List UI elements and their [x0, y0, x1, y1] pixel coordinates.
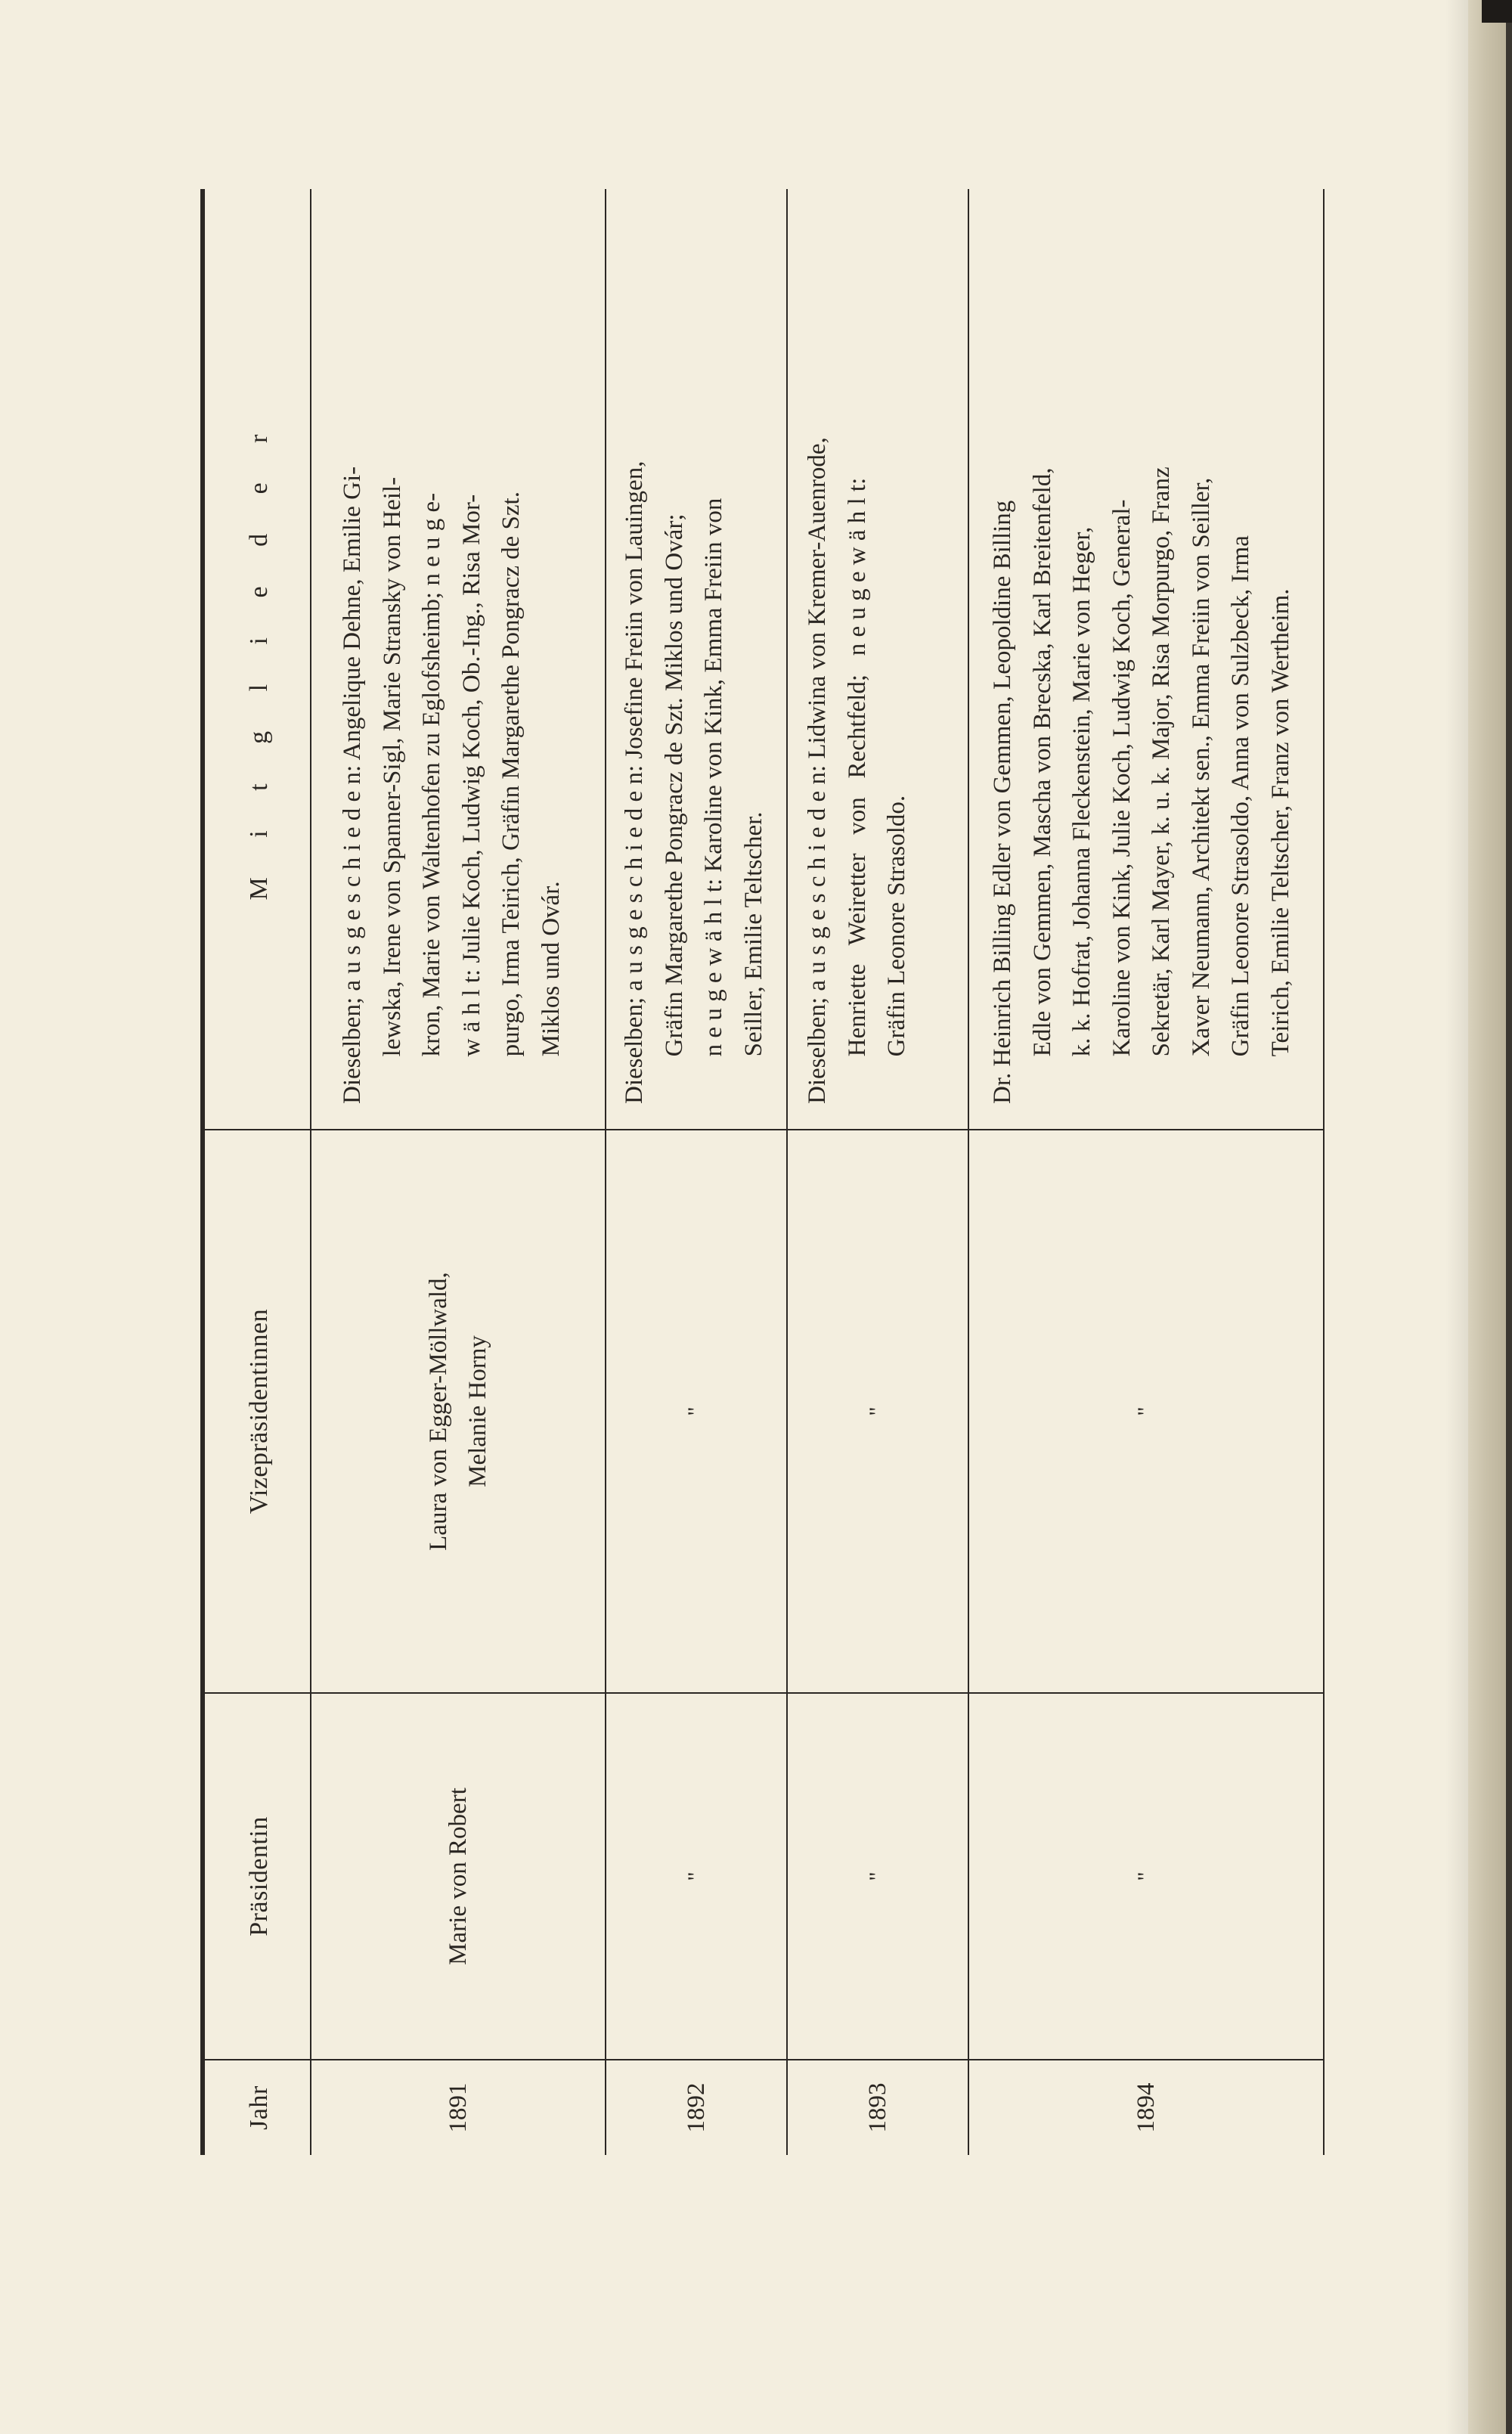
row-1891-members-line: lewska, Irene von Spanner-Sigl, Marie Stransky von Heil- [378, 476, 406, 1057]
row-1892-members [615, 212, 773, 1104]
row-1894-members-line: Edle von Gemmen, Mascha von Brecska, Karl Breitenfeld, [1028, 467, 1056, 1057]
row-1894-members-line: Xaver Neumann, Architekt sen., Emma Freiin von Seiller, [1187, 477, 1215, 1057]
header-members: M i t g l i e d e r [244, 417, 273, 901]
row-1893-vice: " [865, 1406, 890, 1416]
row-1894-president: " [1133, 1871, 1158, 1881]
row-1893-members [798, 212, 917, 1104]
row-1894-members-line: Dr. Heinrich Billing Edler von Gemmen, Leopoldine Billing [989, 500, 1016, 1104]
row-1893-members-line: Gräfin Leonore Strasoldo. [883, 795, 910, 1057]
row-1891-vice-1: Laura von Egger-Möllwald, [425, 1272, 452, 1551]
row-1891-vice [311, 1130, 605, 1692]
row-1893-president: " [865, 1871, 890, 1881]
row-1894-members-line: Sekretär, Karl Mayer, k. u. k. Major, Risa Morpurgo, Franz [1148, 467, 1175, 1057]
page-gutter-shadow [1445, 0, 1468, 2434]
row-1894-members-line: Gräfin Leonore Strasoldo, Anna von Sulzbeck, Irma [1227, 535, 1254, 1057]
row-1892-members-line: Seiller, Emilie Teltscher. [739, 811, 767, 1057]
row-1892-vice: " [683, 1406, 708, 1416]
row-1894-members-line: k. k. Hofrat, Johanna Fleckenstein, Marie von Heger, [1068, 526, 1095, 1057]
header-vice-presidents: Vizepräsidentinnen [244, 1308, 273, 1515]
row-1894-vice: " [1133, 1406, 1158, 1416]
page-edge-dark [1506, 0, 1512, 2434]
row-1891-members-line: purgo, Irma Teirich, Gräfin Margarethe Pongracz de Szt. [497, 491, 525, 1057]
row-1892-members-line: Dieselben; a u s g e s c h i e d e n: Josefine Freiin von Lauingen, [621, 460, 648, 1104]
row-1891-vice-2: Melanie Horny [464, 1335, 491, 1487]
row-1891-members-line: kron, Marie von Waltenhofen zu Eglofsheimb; n e u g e- [418, 492, 445, 1057]
header-year: Jahr [244, 2085, 273, 2130]
row-1892-members-line: Gräfin Margarethe Pongracz de Szt. Miklos und Ovár; [660, 513, 688, 1057]
table-top-rule [200, 189, 205, 2155]
row-1894-members-line: Karoline von Kink, Julie Koch, Ludwig Koch, General- [1108, 499, 1136, 1057]
row-1891-members-line: Miklos und Ovár. [537, 881, 565, 1057]
row-1892-year: 1892 [683, 2082, 710, 2133]
table-bottom-rule [1323, 189, 1325, 2155]
row-1892-members-line: n e u g e w ä h l t: Karoline von Kink, Emma Freiin von [700, 498, 727, 1057]
row-1892-president: " [683, 1871, 708, 1881]
row-1893-members-line: Henriette Weiretter von Rechtfeld; n e u g e w ä h l t: [843, 477, 871, 1057]
members-table [200, 189, 1334, 2155]
row-1893-members-line: Dieselben; a u s g e s c h i e d e n: Lidwina von Kremer-Auenrode, [804, 437, 831, 1104]
row-1893-year: 1893 [864, 2082, 891, 2133]
row-1891-members-line: Dieselben; a u s g e s c h i e d e n: Angelique Dehne, Emilie Gi- [339, 466, 366, 1104]
row-1891-members-line: w ä h l t: Julie Koch, Ludwig Koch, Ob.-Ing., Risa Mor- [457, 494, 485, 1057]
scan-corner [1482, 0, 1512, 23]
row-1894-year: 1894 [1132, 2082, 1160, 2133]
row-1891-members [333, 212, 571, 1104]
row-1891-president: Marie von Robert [445, 1788, 472, 1965]
header-president: Präsidentin [244, 1816, 273, 1936]
row-1894-members [983, 212, 1300, 1104]
row-1894-members-line: Teirich, Emilie Teltscher, Franz von Wertheim. [1266, 588, 1294, 1057]
row-1891-year: 1891 [445, 2082, 472, 2133]
